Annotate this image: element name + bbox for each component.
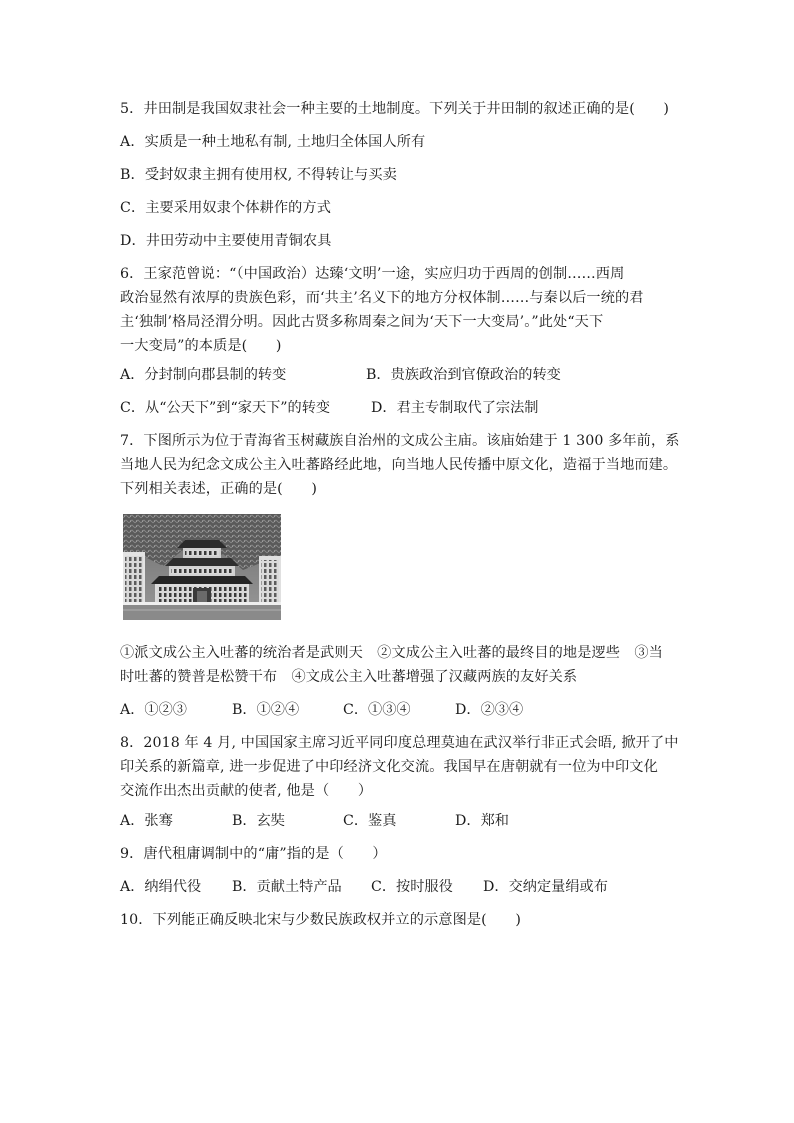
q9-option-a: A．纳绢代役 bbox=[120, 879, 202, 895]
q7-option-d: D．②③④ bbox=[455, 702, 524, 718]
q7-option-b: B．①②④ bbox=[232, 702, 300, 718]
q7-option-c: C．①③④ bbox=[343, 702, 411, 718]
wencheng-temple-photo bbox=[123, 514, 281, 620]
q5-option-b: B．受封奴隶主拥有使用权, 不得转让与买卖 bbox=[120, 167, 397, 183]
q8-stem-line-2: 印关系的新篇章, 进一步促进了中印经济文化交流。我国早在唐朝就有一位为中印文化 bbox=[120, 759, 658, 775]
q7-statement-line-1: ①派文成公主入吐蕃的统治者是武则天 ②文成公主入吐蕃的最终目的地是逻些 ③当 bbox=[120, 645, 663, 661]
q9-option-b: B．贡献土特产品 bbox=[232, 879, 342, 895]
q8-option-b: B．玄奘 bbox=[232, 813, 285, 829]
q9-option-c: C．按时服役 bbox=[371, 879, 453, 895]
q10-stem: 10．下列能正确反映北宋与少数民族政权并立的示意图是( ) bbox=[120, 912, 521, 928]
q6-option-d: D．君主专制取代了宗法制 bbox=[371, 400, 539, 416]
q6-stem-line-2: 政治显然有浓厚的贵族色彩，而‘共主’名义下的地方分权体制……与秦以后一统的君 bbox=[120, 290, 644, 306]
q6-stem-line-3: 主‘独制’格局泾渭分明。因此古贤多称周秦之间为‘天下一大变局’。”此处“天下 bbox=[120, 314, 604, 330]
q6-option-a: A．分封制向郡县制的转变 bbox=[120, 367, 287, 383]
q9-stem: 9．唐代租庸调制中的“庸”指的是（ ） bbox=[120, 846, 387, 862]
q6-stem-line-1: 6．王家范曾说：“（中国政治）达臻‘文明’一途，实应归功于西周的创制……西周 bbox=[120, 266, 625, 282]
q6-stem-line-4: 一大变局”的本质是( ) bbox=[120, 338, 282, 354]
q8-option-d: D．郑和 bbox=[455, 813, 509, 829]
q5-option-a: A．实质是一种土地私有制, 土地归全体国人所有 bbox=[120, 134, 426, 150]
q8-stem-line-1: 8．2018 年 4 月, 中国国家主席习近平同印度总理莫迪在武汉举行非正式会晤, 掀开了中 bbox=[120, 735, 679, 751]
q8-option-c: C．鉴真 bbox=[343, 813, 397, 829]
q6-option-c: C．从“公天下”到“家天下”的转变 bbox=[120, 400, 331, 416]
q9-option-d: D．交纳定量绢或布 bbox=[483, 879, 608, 895]
q7-statement-line-2: 时吐蕃的赞普是松赞干布 ④文成公主入吐蕃增强了汉藏两族的友好关系 bbox=[120, 669, 578, 685]
q7-option-a: A．①②③ bbox=[120, 702, 187, 718]
q6-option-b: B．贵族政治到官僚政治的转变 bbox=[366, 367, 561, 383]
q5-option-c: C．主要采用奴隶个体耕作的方式 bbox=[120, 200, 331, 216]
q5-option-d: D．井田劳动中主要使用青铜农具 bbox=[120, 233, 332, 249]
q7-stem-line-1: 7．下图所示为位于青海省玉树藏族自治州的文成公主庙。该庙始建于 1 300 多年前，系 bbox=[120, 433, 680, 449]
q7-stem-line-2: 当地人民为纪念文成公主入吐蕃路经此地，向当地人民传播中原文化，造福于当地而建。 bbox=[120, 457, 678, 473]
q7-stem-line-3: 下列相关表述，正确的是( ) bbox=[120, 481, 318, 497]
q8-option-a: A．张骞 bbox=[120, 813, 173, 829]
q8-stem-line-3: 交流作出杰出贡献的使者, 他是（ ） bbox=[120, 783, 373, 799]
q5-stem: 5．井田制是我国奴隶社会一种主要的土地制度。下列关于井田制的叙述正确的是( ) bbox=[120, 101, 670, 117]
